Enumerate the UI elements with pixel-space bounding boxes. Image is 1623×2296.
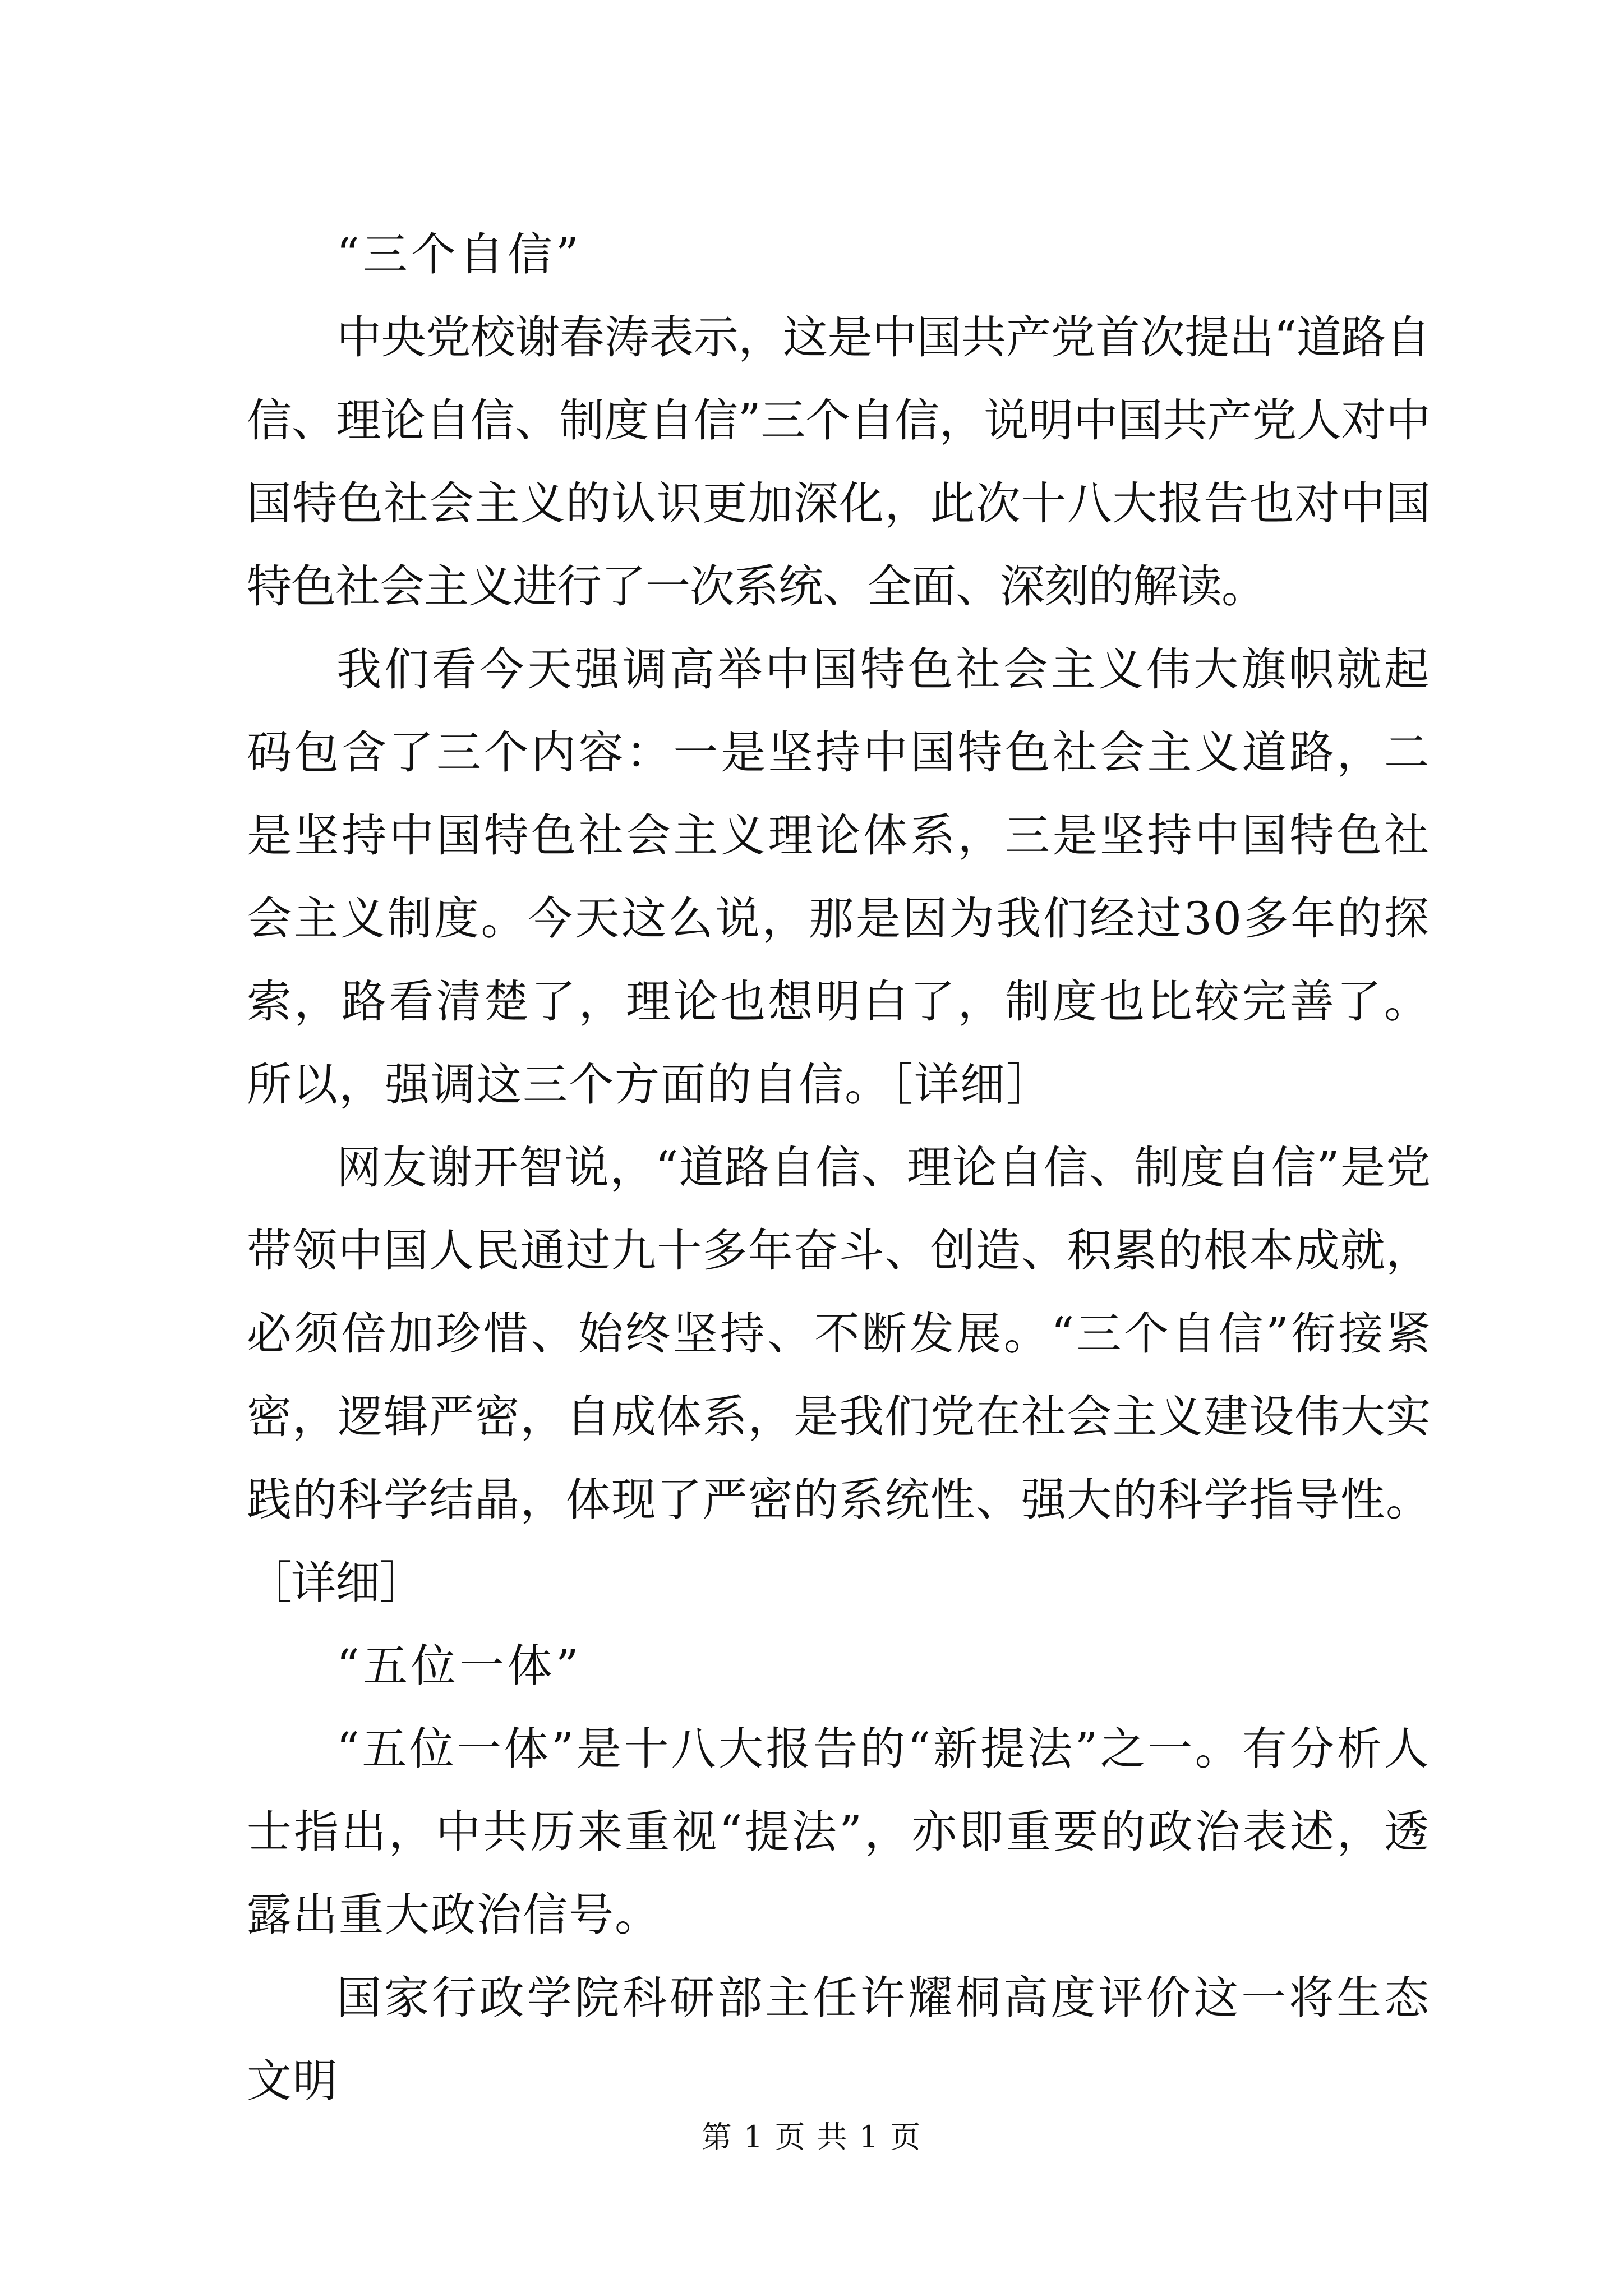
paragraph: 网友谢开智说，“道路自信、理论自信、制度自信”是党带领中国人民通过九十多年奋斗、创造、积累的根本成就，必须倍加珍惜、始终坚持、不断发展。“三个自信”衔接紧密，逻辑严密，自成体系，是我们党在社会主义建设伟大实践的科学结晶，体现了严密的系统性、强大的科学指导性。［详细］ (247, 1142, 1430, 1609)
paragraph: 国家行政学院科研部主任许耀桐高度评价这一将生态文明 (247, 1972, 1430, 2107)
paragraph: “五位一体”是十八大报告的“新提法”之一。有分析人士指出，中共历来重视“提法”，亦即重要的政治表述，透露出重大政治信号。 (247, 1723, 1430, 1941)
paragraph: 我们看今天强调高举中国特色社会主义伟大旗帜就起码包含了三个内容：一是坚持中国特色社会主义道路，二是坚持中国特色社会主义理论体系，三是坚持中国特色社会主义制度。今天这么说，那是因为我们经过30多年的探索，路看清楚了，理论也想明白了，制度也比较完善了。所以，强调这三个方面的自信。［详细］ (247, 643, 1430, 1111)
section-heading-five-in-one: “五位一体” (336, 1640, 582, 1692)
page-footer: 第 1 页 共 1 页 (701, 2119, 922, 2155)
document-body (247, 213, 1430, 2123)
paragraph: 中央党校谢春涛表示，这是中国共产党首次提出“道路自信、理论自信、制度自信”三个自信，说明中国共产党人对中国特色社会主义的认识更加深化，此次十八大报告也对中国特色社会主义进行了一次系统、全面、深刻的解读。 (247, 311, 1430, 613)
section-heading-three-confidences: “三个自信” (336, 228, 582, 280)
